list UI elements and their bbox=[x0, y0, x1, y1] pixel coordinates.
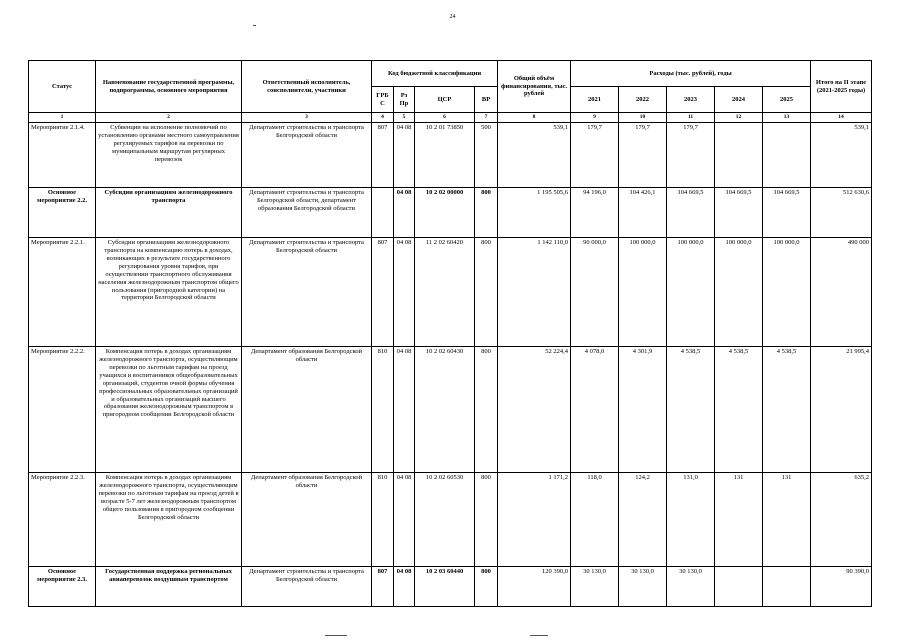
column-number: 11 bbox=[667, 113, 715, 123]
row-rzpr: 04 08 bbox=[394, 123, 415, 188]
row-csr: 10 2 01 73850 bbox=[415, 123, 475, 188]
row-2021: 30 130,0 bbox=[571, 567, 619, 607]
row-status: Мероприятие 2.2.3. bbox=[29, 473, 96, 567]
row-executor: Департамент строительства и транспорта Белгородской области, департамент образования Белгородской области bbox=[242, 188, 372, 238]
row-2022: 179,7 bbox=[619, 123, 667, 188]
row-csr: 11 2 02 60420 bbox=[415, 238, 475, 347]
row-2021: 118,0 bbox=[571, 473, 619, 567]
row-2024 bbox=[715, 123, 763, 188]
column-number: 7 bbox=[475, 113, 498, 123]
table-row bbox=[29, 188, 872, 238]
row-stage-total: 490 000 bbox=[811, 238, 872, 347]
row-status: Мероприятие 2.2.1. bbox=[29, 238, 96, 347]
table-row bbox=[29, 238, 872, 347]
scan-artifact bbox=[530, 635, 548, 636]
row-2021: 94 196,0 bbox=[571, 188, 619, 238]
row-stage-total: 512 630,6 bbox=[811, 188, 872, 238]
row-2025: 100 000,0 bbox=[763, 238, 811, 347]
header-grbs: ГРБС bbox=[372, 87, 394, 113]
column-number: 4 bbox=[372, 113, 394, 123]
row-total: 1 142 110,0 bbox=[498, 238, 571, 347]
row-vr: 800 bbox=[475, 347, 498, 473]
row-vr: 800 bbox=[475, 473, 498, 567]
scan-artifact bbox=[325, 635, 347, 636]
row-2024: 4 538,5 bbox=[715, 347, 763, 473]
row-executor: Департамент строительства и транспорта Белгородской области bbox=[242, 123, 372, 188]
row-grbs: 807 bbox=[372, 123, 394, 188]
row-vr: 800 bbox=[475, 188, 498, 238]
row-2025: 104 669,5 bbox=[763, 188, 811, 238]
row-2025: 131 bbox=[763, 473, 811, 567]
row-rzpr: 04 08 bbox=[394, 347, 415, 473]
row-rzpr: 04 08 bbox=[394, 567, 415, 607]
row-2025 bbox=[763, 567, 811, 607]
row-stage-total: 539,1 bbox=[811, 123, 872, 188]
row-total: 539,1 bbox=[498, 123, 571, 188]
row-2021: 179,7 bbox=[571, 123, 619, 188]
row-2022: 124,2 bbox=[619, 473, 667, 567]
row-2024: 131 bbox=[715, 473, 763, 567]
header-year-2024: 2024 bbox=[715, 87, 763, 113]
column-number: 14 bbox=[811, 113, 872, 123]
row-2024: 104 669,5 bbox=[715, 188, 763, 238]
column-number: 1 bbox=[29, 113, 96, 123]
table-row bbox=[29, 567, 872, 607]
row-2023: 131,0 bbox=[667, 473, 715, 567]
row-csr: 10 2 03 60440 bbox=[415, 567, 475, 607]
row-total: 1 195 505,6 bbox=[498, 188, 571, 238]
row-csr: 10 2 02 00000 bbox=[415, 188, 475, 238]
table-row bbox=[29, 347, 872, 473]
column-number: 6 bbox=[415, 113, 475, 123]
row-total: 120 390,0 bbox=[498, 567, 571, 607]
header-vr: ВР bbox=[475, 87, 498, 113]
row-stage-total: 635,2 bbox=[811, 473, 872, 567]
column-number: 13 bbox=[763, 113, 811, 123]
row-status: Мероприятие 2.2.2. bbox=[29, 347, 96, 473]
row-name: Компенсация потерь в доходах организациям железнодорожного транспорта, осуществляющим перевозки по льготным тарифам на проезд учащихся и воспитанников общеобразовательных организаций, студентов очной формы обучения профессиональных образовательных организаций и образовательных организаций высшего образования железнодорожным транспортом в пригородном сообщении Белгородской области bbox=[96, 347, 242, 473]
row-grbs bbox=[372, 188, 394, 238]
scan-artifact bbox=[253, 25, 256, 26]
table-row bbox=[29, 123, 872, 188]
budget-table bbox=[28, 60, 872, 607]
row-rzpr: 04 08 bbox=[394, 238, 415, 347]
row-total: 52 224,4 bbox=[498, 347, 571, 473]
row-2021: 90 000,0 bbox=[571, 238, 619, 347]
header-name: Наименование государственной программы, подпрограммы, основного мероприятия bbox=[96, 61, 242, 113]
row-2025 bbox=[763, 123, 811, 188]
table-row bbox=[29, 473, 872, 567]
row-2023: 4 538,5 bbox=[667, 347, 715, 473]
row-executor: Департамент образования Белгородской области bbox=[242, 473, 372, 567]
row-2022: 30 130,0 bbox=[619, 567, 667, 607]
header-year-2025: 2025 bbox=[763, 87, 811, 113]
row-executor: Департамент строительства и транспорта Белгородской области bbox=[242, 238, 372, 347]
row-status: Мероприятие 2.1.4. bbox=[29, 123, 96, 188]
row-2022: 104 426,1 bbox=[619, 188, 667, 238]
row-grbs: 807 bbox=[372, 567, 394, 607]
header-stage-total: Итого на II этапе (2021-2025 годы) bbox=[811, 61, 872, 113]
page-number: 24 bbox=[449, 14, 456, 20]
header-budget-code: Код бюджетной классификации bbox=[372, 61, 498, 87]
row-2022: 4 301,9 bbox=[619, 347, 667, 473]
row-csr: 10 2 02 60430 bbox=[415, 347, 475, 473]
row-vr: 800 bbox=[475, 567, 498, 607]
row-name: Государственная поддержка региональных авиаперевозок воздушным транспортом bbox=[96, 567, 242, 607]
row-grbs: 810 bbox=[372, 347, 394, 473]
row-rzpr: 04 08 bbox=[394, 473, 415, 567]
header-total-funding: Общий объём финансирования, тыс. рублей bbox=[498, 61, 571, 113]
column-number: 2 bbox=[96, 113, 242, 123]
header-year-2022: 2022 bbox=[619, 87, 667, 113]
row-2022: 100 000,0 bbox=[619, 238, 667, 347]
header-csr: ЦСР bbox=[415, 87, 475, 113]
row-executor: Департамент строительства и транспорта Белгородской области bbox=[242, 567, 372, 607]
row-2023: 179,7 bbox=[667, 123, 715, 188]
row-name: Компенсация потерь в доходах организациям железнодорожного транспорта, осуществляющим перевозки по льготным тарифам на проезд детей в возрасте 5-7 лет железнодорожным транспортом общего пользования в пригородном сообщении Белгородской области bbox=[96, 473, 242, 567]
column-number: 5 bbox=[394, 113, 415, 123]
header-status: Статус bbox=[29, 61, 96, 113]
header-year-2023: 2023 bbox=[667, 87, 715, 113]
column-number-row bbox=[29, 113, 872, 123]
header-expenses: Расходы (тыс. рублей), годы bbox=[571, 61, 811, 87]
row-rzpr: 04 08 bbox=[394, 188, 415, 238]
header-rzpr: Рз Пр bbox=[394, 87, 415, 113]
row-grbs: 810 bbox=[372, 473, 394, 567]
row-2025: 4 538,5 bbox=[763, 347, 811, 473]
row-2021: 4 078,0 bbox=[571, 347, 619, 473]
row-status: Основное мероприятие 2.2. bbox=[29, 188, 96, 238]
row-vr: 800 bbox=[475, 238, 498, 347]
row-2023: 30 130,0 bbox=[667, 567, 715, 607]
row-grbs: 807 bbox=[372, 238, 394, 347]
row-2023: 100 000,0 bbox=[667, 238, 715, 347]
row-name: Субсидии организациям железнодорожного транспорта bbox=[96, 188, 242, 238]
row-executor: Департамент образования Белгородской области bbox=[242, 347, 372, 473]
row-total: 1 171,2 bbox=[498, 473, 571, 567]
row-name: Субсидии организациям железнодорожного транспорта на компенсацию потерь в доходах, возникающих в результате государственного регулирования уровня тарифов, при осуществлении транспортного обслуживания населения железнодорожным транспортом общего пользования (пригородной категории) на территории Белгородской области bbox=[96, 238, 242, 347]
header-executor: Ответственный исполнитель, соисполнители, участники bbox=[242, 61, 372, 113]
column-number: 10 bbox=[619, 113, 667, 123]
row-csr: 10 2 02 60530 bbox=[415, 473, 475, 567]
header-year-2021: 2021 bbox=[571, 87, 619, 113]
row-stage-total: 21 995,4 bbox=[811, 347, 872, 473]
row-vr: 500 bbox=[475, 123, 498, 188]
column-number: 3 bbox=[242, 113, 372, 123]
column-number: 8 bbox=[498, 113, 571, 123]
column-number: 12 bbox=[715, 113, 763, 123]
row-2023: 104 669,5 bbox=[667, 188, 715, 238]
row-name: Субвенции на исполнение полномочий по установлению органами местного самоуправления регулируемых тарифов на перевозки по муниципальным маршрутам регулярных перевозок bbox=[96, 123, 242, 188]
row-status: Основное мероприятие 2.3. bbox=[29, 567, 96, 607]
row-2024 bbox=[715, 567, 763, 607]
row-stage-total: 90 390,0 bbox=[811, 567, 872, 607]
row-2024: 100 000,0 bbox=[715, 238, 763, 347]
column-number: 9 bbox=[571, 113, 619, 123]
table-body bbox=[29, 123, 872, 607]
